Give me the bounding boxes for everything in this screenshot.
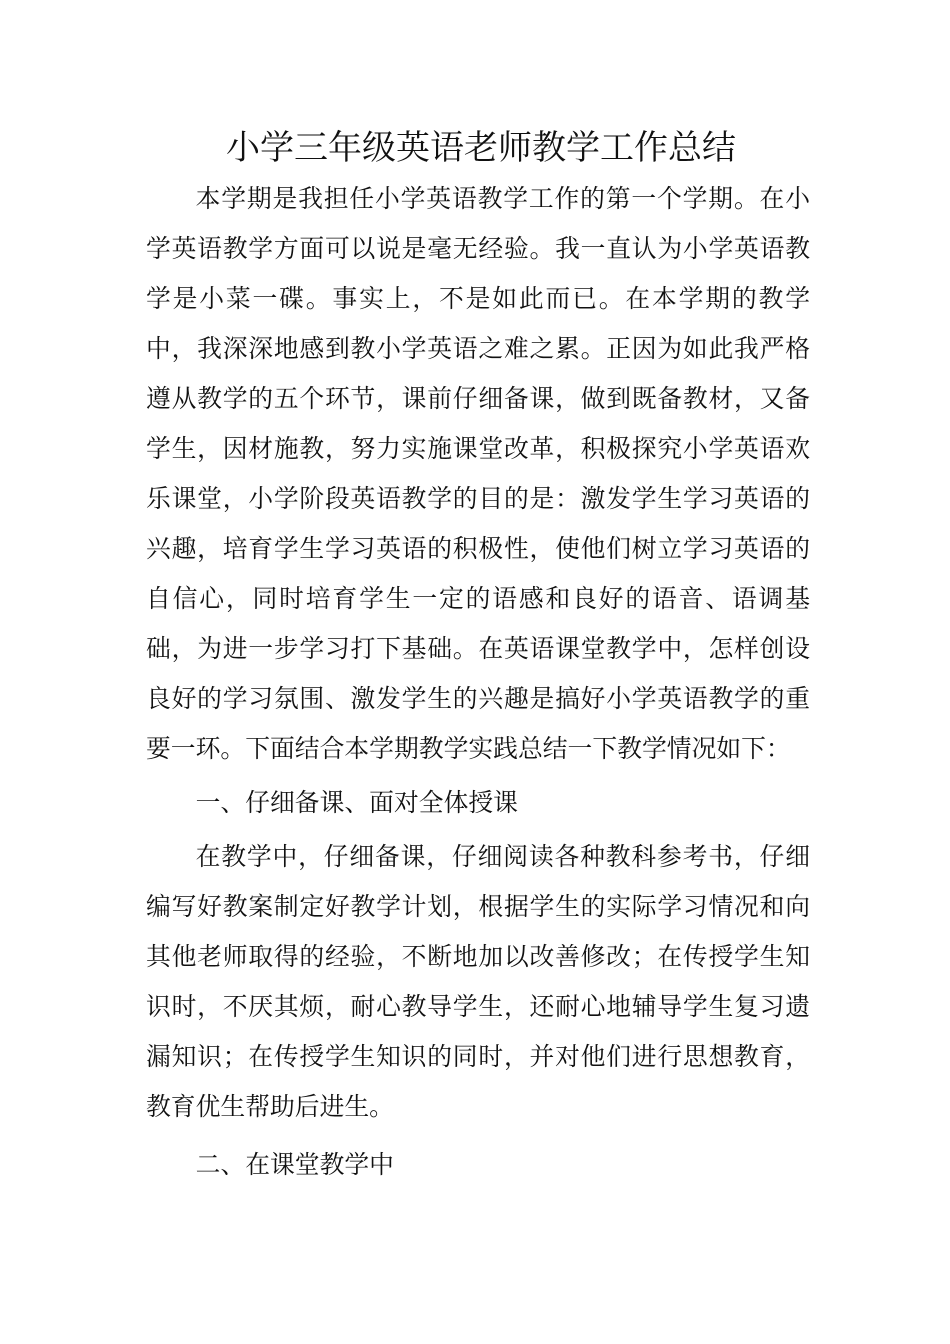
spacer bbox=[146, 1132, 810, 1140]
intro-paragraph: 本学期是我担任小学英语教学工作的第一个学期。在小学英语教学方面可以说是毫无经验。我一直认为小学英语教学是小菜一碟。事实上，不是如此而已。在本学期的教学中，我深深地感到教小学英语之难之累。正因为如此我严格遵从教学的五个环节，课前仔细备课，做到既备教材，又备学生，因材施教，努力实施课堂改革，积极探究小学英语欢乐课堂，小学阶段英语教学的目的是：激发学生学习英语的兴趣，培育学生学习英语的积极性，使他们树立学习英语的自信心，同时培育学生一定的语感和良好的语音、语调基础，为进一步学习打下基础。在英语课堂教学中，怎样创设良好的学习氛围、激发学生的兴趣是搞好小学英语教学的重要一环。下面结合本学期教学实践总结一下教学情况如下： bbox=[146, 184, 810, 763]
document-title: 小学三年级英语老师教学工作总结 bbox=[226, 128, 736, 168]
section-heading-2: 二、在课堂教学中 bbox=[195, 1150, 394, 1179]
section-body-1: 在教学中，仔细备课，仔细阅读各种教科参考书，仔细编写好教案制定好教学计划，根据学生的实际学习情况和向其他老师取得的经验，不断地加以改善修改；在传授学生知识时，不厌其烦，耐心教导学生，还耐心地辅导学生复习遗漏知识；在传授学生知识的同时，并对他们进行思想教育，教育优生帮助后进生。 bbox=[146, 842, 810, 1121]
section-heading-1: 一、仔细备课、面对全体授课 bbox=[195, 788, 518, 817]
